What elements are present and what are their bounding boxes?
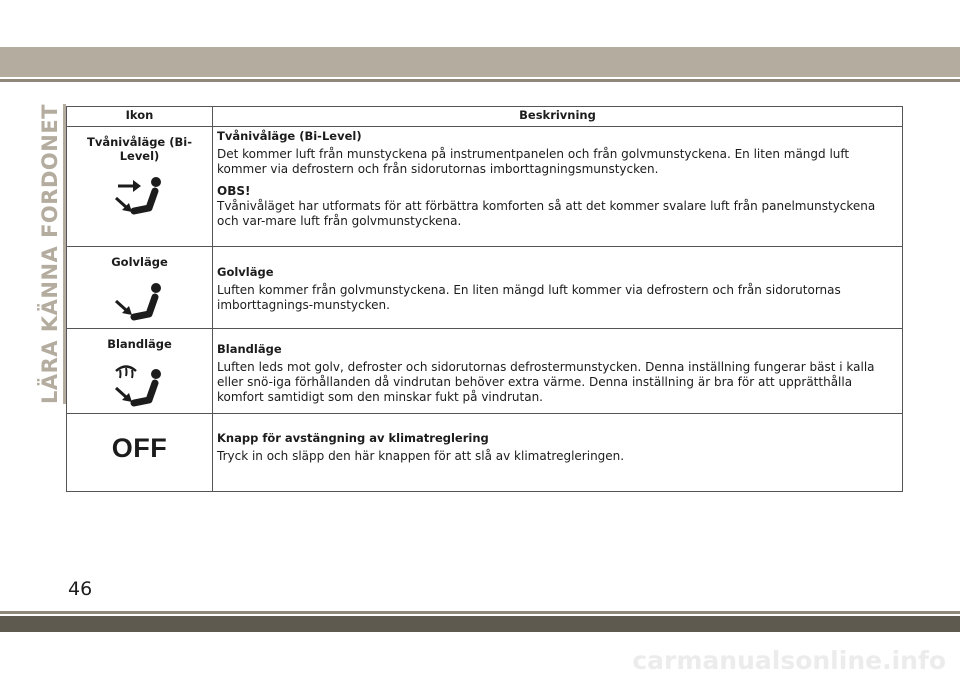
description-cell xyxy=(213,127,903,247)
description-cell xyxy=(213,329,903,414)
icon-cell xyxy=(67,414,213,492)
off-button-icon: OFF xyxy=(111,433,168,463)
table-row xyxy=(67,247,903,329)
climate-modes-table xyxy=(66,106,903,492)
page-number: 46 xyxy=(68,578,93,600)
icon-cell xyxy=(67,127,213,247)
row-title: Blandläge xyxy=(217,342,282,356)
icon-label: Tvånivåläge (Bi-Level) xyxy=(87,135,192,163)
top-rule xyxy=(0,79,960,82)
top-color-band xyxy=(0,47,960,77)
description-cell xyxy=(213,247,903,329)
row-text: Tryck in och släpp den här knappen för att slå av klimatregleringen. xyxy=(217,449,625,463)
row-text: Luften kommer från golvmunstyckena. En liten mängd luft kommer via defrostern och från sidorutornas imborttagnings-munstycken. xyxy=(217,283,841,312)
description-column-header: Beskrivning xyxy=(213,107,903,127)
icon-cell xyxy=(67,247,213,329)
row-text: Det kommer luft från munstyckena på instrumentpanelen och från golvmunstyckena. En liten mängd luft kommer via defrostern och från sidorutornas imborttagningsmunstycken. xyxy=(217,147,850,176)
icon-cell xyxy=(67,329,213,414)
table-row xyxy=(67,127,903,247)
note-title: OBS! xyxy=(217,184,251,198)
row-title: Golvläge xyxy=(217,265,274,279)
bottom-color-band xyxy=(0,616,960,632)
icon-column-header: Ikon xyxy=(67,107,213,127)
row-text: Luften leds mot golv, defroster och sidorutornas defrostermunstycken. Denna inställning fungerar bäst i kalla eller snö-iga förhållanden då vindrutan behöver extra värme. Denna inställning är bra för att upprätthålla komfort samtidigt som den minskar fukt på vindrutan. xyxy=(217,360,875,404)
watermark: carmanualsonline.info xyxy=(632,646,946,675)
description-cell xyxy=(213,414,903,492)
floor-mode-icon xyxy=(110,279,170,323)
note-text: Tvånivåläget har utformats för att förbättra komforten så att det kommer svalare luft från panelmunstyckena och var-mare luft från golvmunstyckena. xyxy=(217,199,876,228)
bi-level-mode-icon xyxy=(110,173,170,217)
table-row xyxy=(67,414,903,492)
section-title: LÄRA KÄNNA FORDONET xyxy=(37,104,66,404)
icon-label: Golvläge xyxy=(111,255,168,269)
row-title: Knapp för avstängning av klimatreglering xyxy=(217,431,489,445)
table-header-row xyxy=(67,107,903,127)
table-row xyxy=(67,329,903,414)
row-title: Tvånivåläge (Bi-Level) xyxy=(217,129,362,143)
mix-mode-icon xyxy=(110,361,170,409)
icon-label: Blandläge xyxy=(107,337,172,351)
bottom-rule xyxy=(0,611,960,614)
